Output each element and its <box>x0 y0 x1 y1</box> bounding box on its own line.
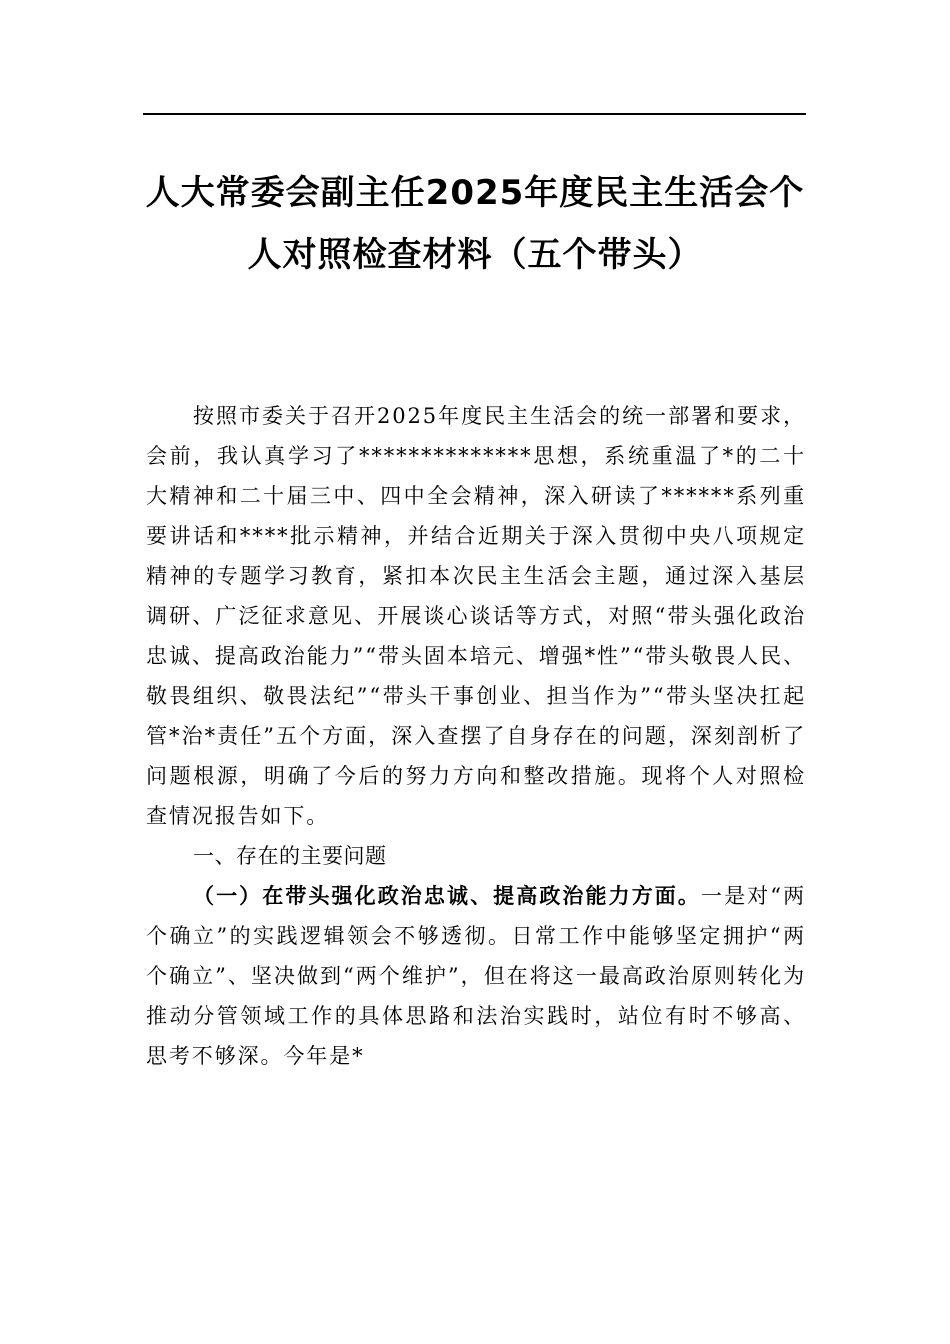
document-title <box>120 162 830 286</box>
subsection-text: 一是对“两个确立”的实践逻辑领会不够透彻。日常工作中能够坚定拥护“两个确立”、坚决做到“两个维护”，但在将这一最高政治原则转化为推动分管领域工作的具体思路和法治实践时，站位有时不够高、思考不够深。今年是* <box>146 884 806 1068</box>
header-rule <box>143 113 806 115</box>
title-line-2: 人对照检查材料（五个带头） <box>247 235 703 275</box>
document-body <box>146 396 806 1076</box>
intro-paragraph: 按照市委关于召开2025年度民主生活会的统一部署和要求，会前，我认真学习了**************思想，系统重温了*的二十大精神和二十届三中、四中全会精神，深入研读了******系列重要讲话和****批示精神，并结合近期关于深入贯彻中央八项规定精神的专题学习教育，紧扣本次民主生活会主题，通过深入基层调研、广泛征求意见、开展谈心谈话等方式，对照“带头强化政治忠诚、提高政治能力”“带头固本培元、增强*性”“带头敬畏人民、敬畏组织、敬畏法纪”“带头干事创业、担当作为”“带头坚决扛起管*治*责任”五个方面，深入查摆了自身存在的问题，深刻剖析了问题根源，明确了今后的努力方向和整改措施。现将个人对照检查情况报告如下。 <box>146 404 806 828</box>
subsection-paragraph <box>146 876 806 1076</box>
section-heading: 一、存在的主要问题 <box>193 844 387 868</box>
title-line-1: 人大常委会副主任2025年度民主生活会个 <box>145 173 805 213</box>
subsection-heading: （一）在带头强化政治忠诚、提高政治能力方面。 <box>193 883 701 908</box>
